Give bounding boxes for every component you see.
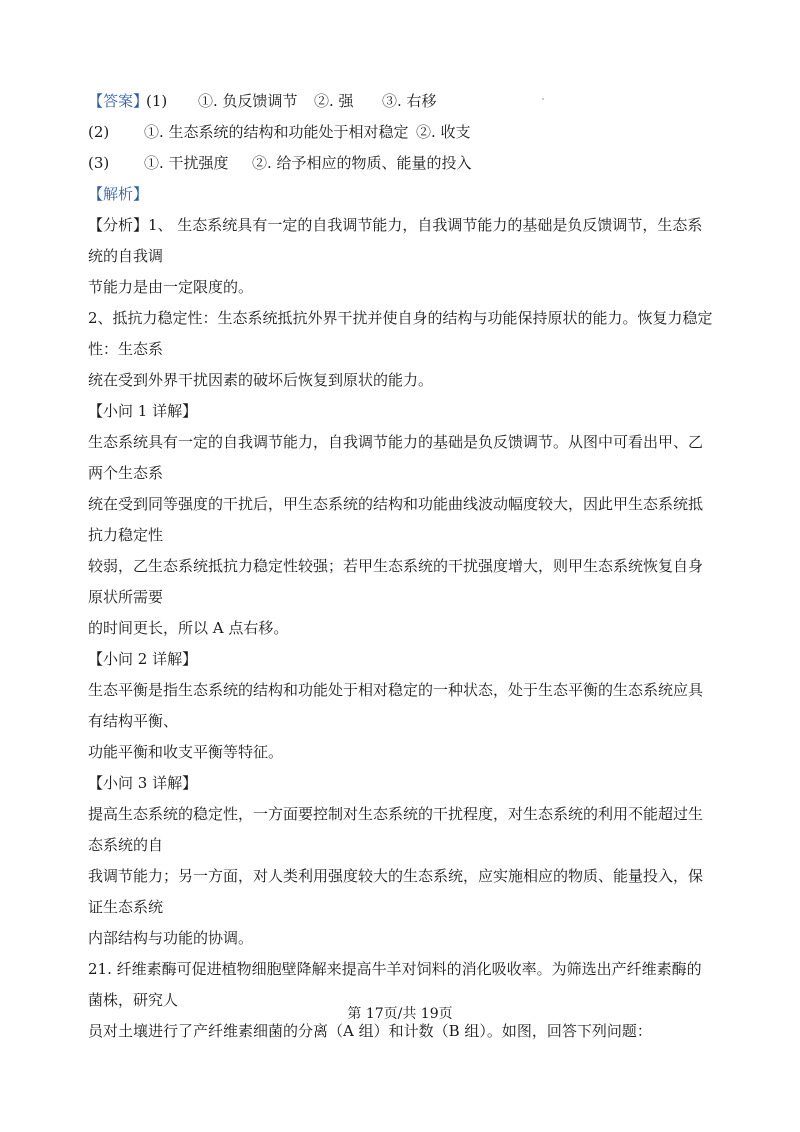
point2-line: 统在受到外界干扰因素的破坏后恢复到原状的能力。 [88,371,434,389]
q3-title: 【小问 3 详解】 [88,774,198,792]
q2-title: 【小问 2 详解】 [88,650,198,668]
fenxi-line: 节能力是由一定限度的。 [88,278,254,296]
answer-num: (1) [146,92,168,110]
answer-item: ②. 强 [314,92,354,110]
scan-speck [542,98,544,100]
q1-line: 统在受到同等强度的干扰后，甲生态系统的结构和功能曲线波动幅度较大，因此甲生态系统抵抗力稳定性 [88,495,704,544]
answer-num: (2) [88,123,110,141]
answer-num: (3) [88,154,110,172]
q3-line: 提高生态系统的稳定性，一方面要控制对生态系统的干扰程度，对生态系统的利用不能超过生态系统的自 [88,805,704,854]
fenxi-line: 【分析】1、 生态系统具有一定的自我调节能力，自我调节能力的基础是负反馈调节，生态系统的自我调 [88,216,703,265]
q1-line: 较弱，乙生态系统抵抗力稳定性较强；若甲生态系统的干扰强度增大，则甲生态系统恢复自身原状所需要 [88,557,704,606]
answer-label: 【答案】 [88,92,149,110]
answer-item: ②. 收支 [416,123,471,141]
q1-line: 的时间更长，所以 A 点右移。 [88,619,289,637]
q1-title: 【小问 1 详解】 [88,402,198,420]
point2-line: 2、抵抗力稳定性：生态系统抵抗外界干扰并使自身的结构与功能保持原状的能力。恢复力稳定性：生态系 [88,309,713,358]
answer-item: ①. 生态系统的结构和功能处于相对稳定 [144,123,409,141]
q3-line: 内部结构与功能的协调。 [88,929,254,947]
q2-line: 生态平衡是指生态系统的结构和功能处于相对稳定的一种状态，处于生态平衡的生态系统应具有结构平衡、 [88,681,704,730]
answer-item: ②. 给予相应的物质、能量的投入 [252,154,472,172]
answer-item: ①. 干扰强度 [144,154,229,172]
analysis-body [88,210,716,1047]
q21-line: 21. 纤维素酶可促进植物细胞壁降解来提高牛羊对饲料的消化吸收率。为筛选出产纤维素酶的菌株，研究人 [88,960,702,1009]
q21-line: 员对土壤进行了产纤维素细菌的分离（A 组）和计数（B 组）。如图，回答下列问题： [88,1022,652,1040]
q2-line: 功能平衡和收支平衡等特征。 [88,743,284,761]
q3-line: 我调节能力；另一方面，对人类利用强度较大的生态系统，应实施相应的物质、能量投入，保证生态系统 [88,867,704,916]
answer-item: ③. 右移 [382,92,437,110]
analysis-label: 【解析】 [88,185,149,203]
q1-line: 生态系统具有一定的自我调节能力，自我调节能力的基础是负反馈调节。从图中可看出甲、乙两个生态系 [88,433,704,482]
page-footer: 第 17页/共 19页 [347,1006,453,1022]
answer-item: ①. 负反馈调节 [198,92,298,110]
